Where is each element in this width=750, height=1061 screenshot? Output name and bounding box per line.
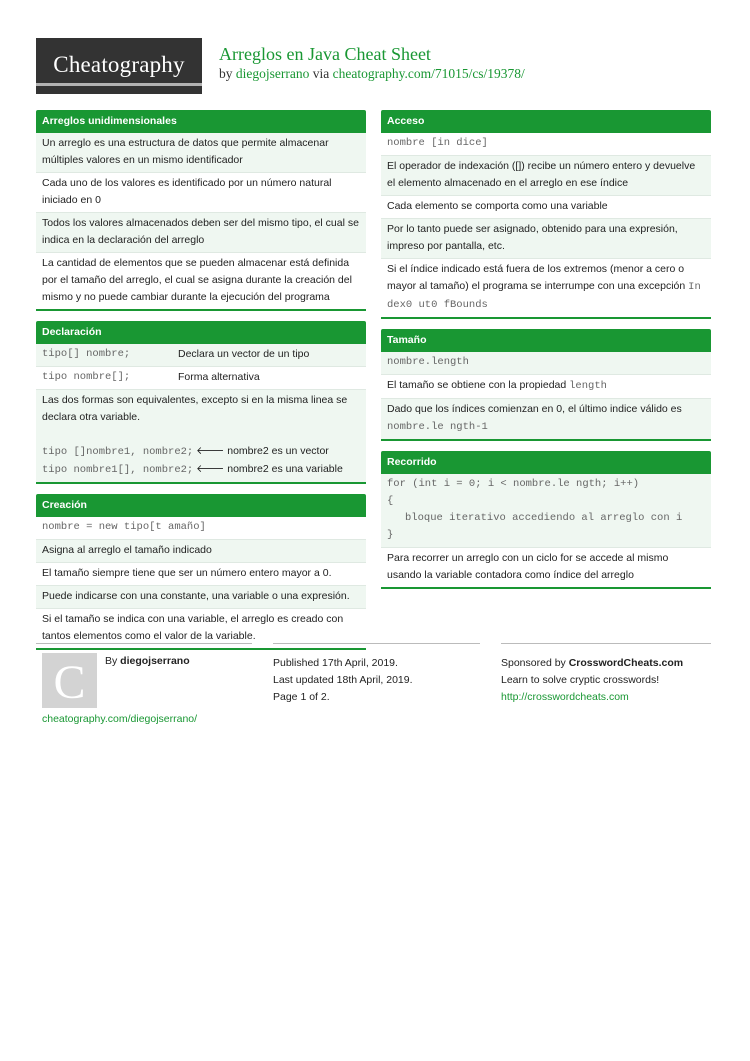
- published-date: Published 17th April, 2019.: [273, 657, 398, 669]
- right-column: [381, 110, 711, 599]
- list-item: El tamaño siempre tiene que ser un número entero mayor a 0.: [36, 562, 366, 585]
- code-block: nombre.length: [381, 352, 711, 374]
- sponsor-link[interactable]: http://crosswordcheats.com: [501, 691, 629, 703]
- list-item: Cada elemento se comporta como una variable: [381, 195, 711, 218]
- sheet-url-link[interactable]: cheatography.com/71015/cs/19378/: [332, 66, 525, 81]
- example-line-2: [42, 461, 360, 479]
- footer-author-name[interactable]: diegojserrano: [120, 655, 190, 667]
- section-declaracion: [36, 321, 366, 484]
- page-number: Page 1 of 2.: [273, 691, 330, 703]
- code-block: nombre [in dice]: [381, 133, 711, 155]
- author-link[interactable]: diegojserrano: [235, 66, 310, 81]
- avatar-letter: C: [53, 656, 86, 709]
- item-text: El tamaño se obtiene con la propiedad: [387, 379, 570, 391]
- example-code: tipo []nombre1, nombre2;: [42, 446, 194, 458]
- code-line: for (int i = 0; i < nombre.le ngth; i++): [387, 478, 640, 490]
- by-prefix: by: [219, 66, 236, 81]
- section-title: Declaración: [36, 321, 366, 344]
- footer-divider: [501, 643, 711, 644]
- list-item: [381, 398, 711, 439]
- section-title: Creación: [36, 494, 366, 517]
- page-title: Arreglos en Java Cheat Sheet: [219, 44, 431, 64]
- section-arreglos-unidimensionales: [36, 110, 366, 311]
- by-label: By: [105, 655, 121, 667]
- via-text: via: [309, 66, 333, 81]
- section-recorrido: [381, 451, 711, 589]
- list-item: [381, 258, 711, 317]
- section-title: Recorrido: [381, 451, 711, 474]
- list-item: Para recorrer un arreglo con un ciclo for se accede al mismo usando la variable contadora como índice del arreglo: [381, 547, 711, 587]
- code-line: bloque iterativo accediendo al arreglo con i: [405, 512, 683, 524]
- description-cell: Declara un vector de un tipo: [178, 348, 310, 360]
- list-item: Por lo tanto puede ser asignado, obtenido para una expresión, impreso por pantalla, etc.: [381, 218, 711, 258]
- list-item: Un arreglo es una estructura de datos que permite almacenar múltiples valores en un mismo identificador: [36, 133, 366, 172]
- example-line-1: [42, 443, 360, 461]
- item-text: Si el índice indicado está fuera de los extremos (menor a cero o mayor al tamaño) el programa se interrumpe con una excepción: [387, 263, 689, 292]
- description-cell: Forma alternativa: [178, 371, 260, 383]
- arrow-left-icon: 🡐: [196, 445, 225, 457]
- arrow-left-icon: 🡐: [196, 463, 225, 475]
- item-text: Dado que los índices comienzan en 0, el último indice válido es: [387, 403, 682, 415]
- inline-code: In dex0 ut0 fBounds: [387, 281, 701, 311]
- code-block: [381, 474, 711, 547]
- publish-info: [273, 655, 413, 706]
- sponsor-line: [501, 655, 683, 672]
- code-block: nombre = new tipo[t amaño]: [36, 517, 366, 539]
- section-acceso: [381, 110, 711, 319]
- section-title: Acceso: [381, 110, 711, 133]
- sponsor-prefix: Sponsored by: [501, 657, 569, 669]
- blank-line: [42, 426, 360, 443]
- sponsor-tagline: Learn to solve cryptic crosswords!: [501, 674, 660, 686]
- cheatography-logo[interactable]: [36, 38, 202, 94]
- code-line: {: [387, 495, 394, 507]
- declaration-note: [36, 389, 366, 482]
- example-text: nombre2 es un vector: [224, 445, 329, 457]
- list-item: Asigna al arreglo el tamaño indicado: [36, 539, 366, 562]
- list-item: Si el tamaño se indica con una variable, el arreglo es creado con tantos elementos como el valor de la variable.: [36, 608, 366, 648]
- section-title: Arreglos unidimensionales: [36, 110, 366, 133]
- footer-divider: [273, 643, 480, 644]
- logo-text: Cheatography: [53, 52, 185, 77]
- list-item: Puede indicarse con una constante, una variable o una expresión.: [36, 585, 366, 608]
- list-item: La cantidad de elementos que se pueden almacenar está definida por el tamaño del arreglo, el cual se asigna durante la creación del mismo y no puede cambiar durante la ejecución del programa: [36, 252, 366, 309]
- sponsor-name[interactable]: CrosswordCheats.com: [568, 657, 684, 669]
- footer-divider: [36, 643, 252, 644]
- byline: [219, 66, 525, 82]
- section-title: Tamaño: [381, 329, 711, 352]
- list-item: Todos los valores almacenados deben ser del mismo tipo, el cual se indica en la declaración del arreglo: [36, 212, 366, 252]
- section-creacion: [36, 494, 366, 650]
- code-cell: tipo nombre[];: [42, 371, 131, 383]
- author-profile-link[interactable]: cheatography.com/diegojserrano/: [42, 713, 198, 725]
- inline-code: nombre.le ngth-1: [387, 421, 488, 433]
- note-text: Las dos formas son equivalentes, excepto si en la misma linea se declara otra variable.: [42, 394, 348, 423]
- inline-code: length: [569, 380, 607, 392]
- section-tamano: [381, 329, 711, 441]
- code-cell: tipo[] nombre;: [42, 348, 131, 360]
- list-item: [381, 374, 711, 398]
- footer-author: [105, 655, 190, 667]
- left-column: [36, 110, 366, 660]
- example-text: nombre2 es una variable: [224, 463, 343, 475]
- logo-underline: [36, 83, 202, 86]
- avatar[interactable]: [42, 653, 97, 708]
- example-code: tipo nombre1[], nombre2;: [42, 464, 194, 476]
- updated-date: Last updated 18th April, 2019.: [273, 674, 413, 686]
- list-item: El operador de indexación ([]) recibe un número entero y devuelve el elemento almacenado en el arreglo en ese índice: [381, 155, 711, 195]
- list-item: Cada uno de los valores es identificado por un número natural iniciado en 0: [36, 172, 366, 212]
- code-line: }: [387, 529, 394, 541]
- sponsor-info: [501, 655, 683, 706]
- table-row: [36, 344, 366, 366]
- table-row: [36, 366, 366, 389]
